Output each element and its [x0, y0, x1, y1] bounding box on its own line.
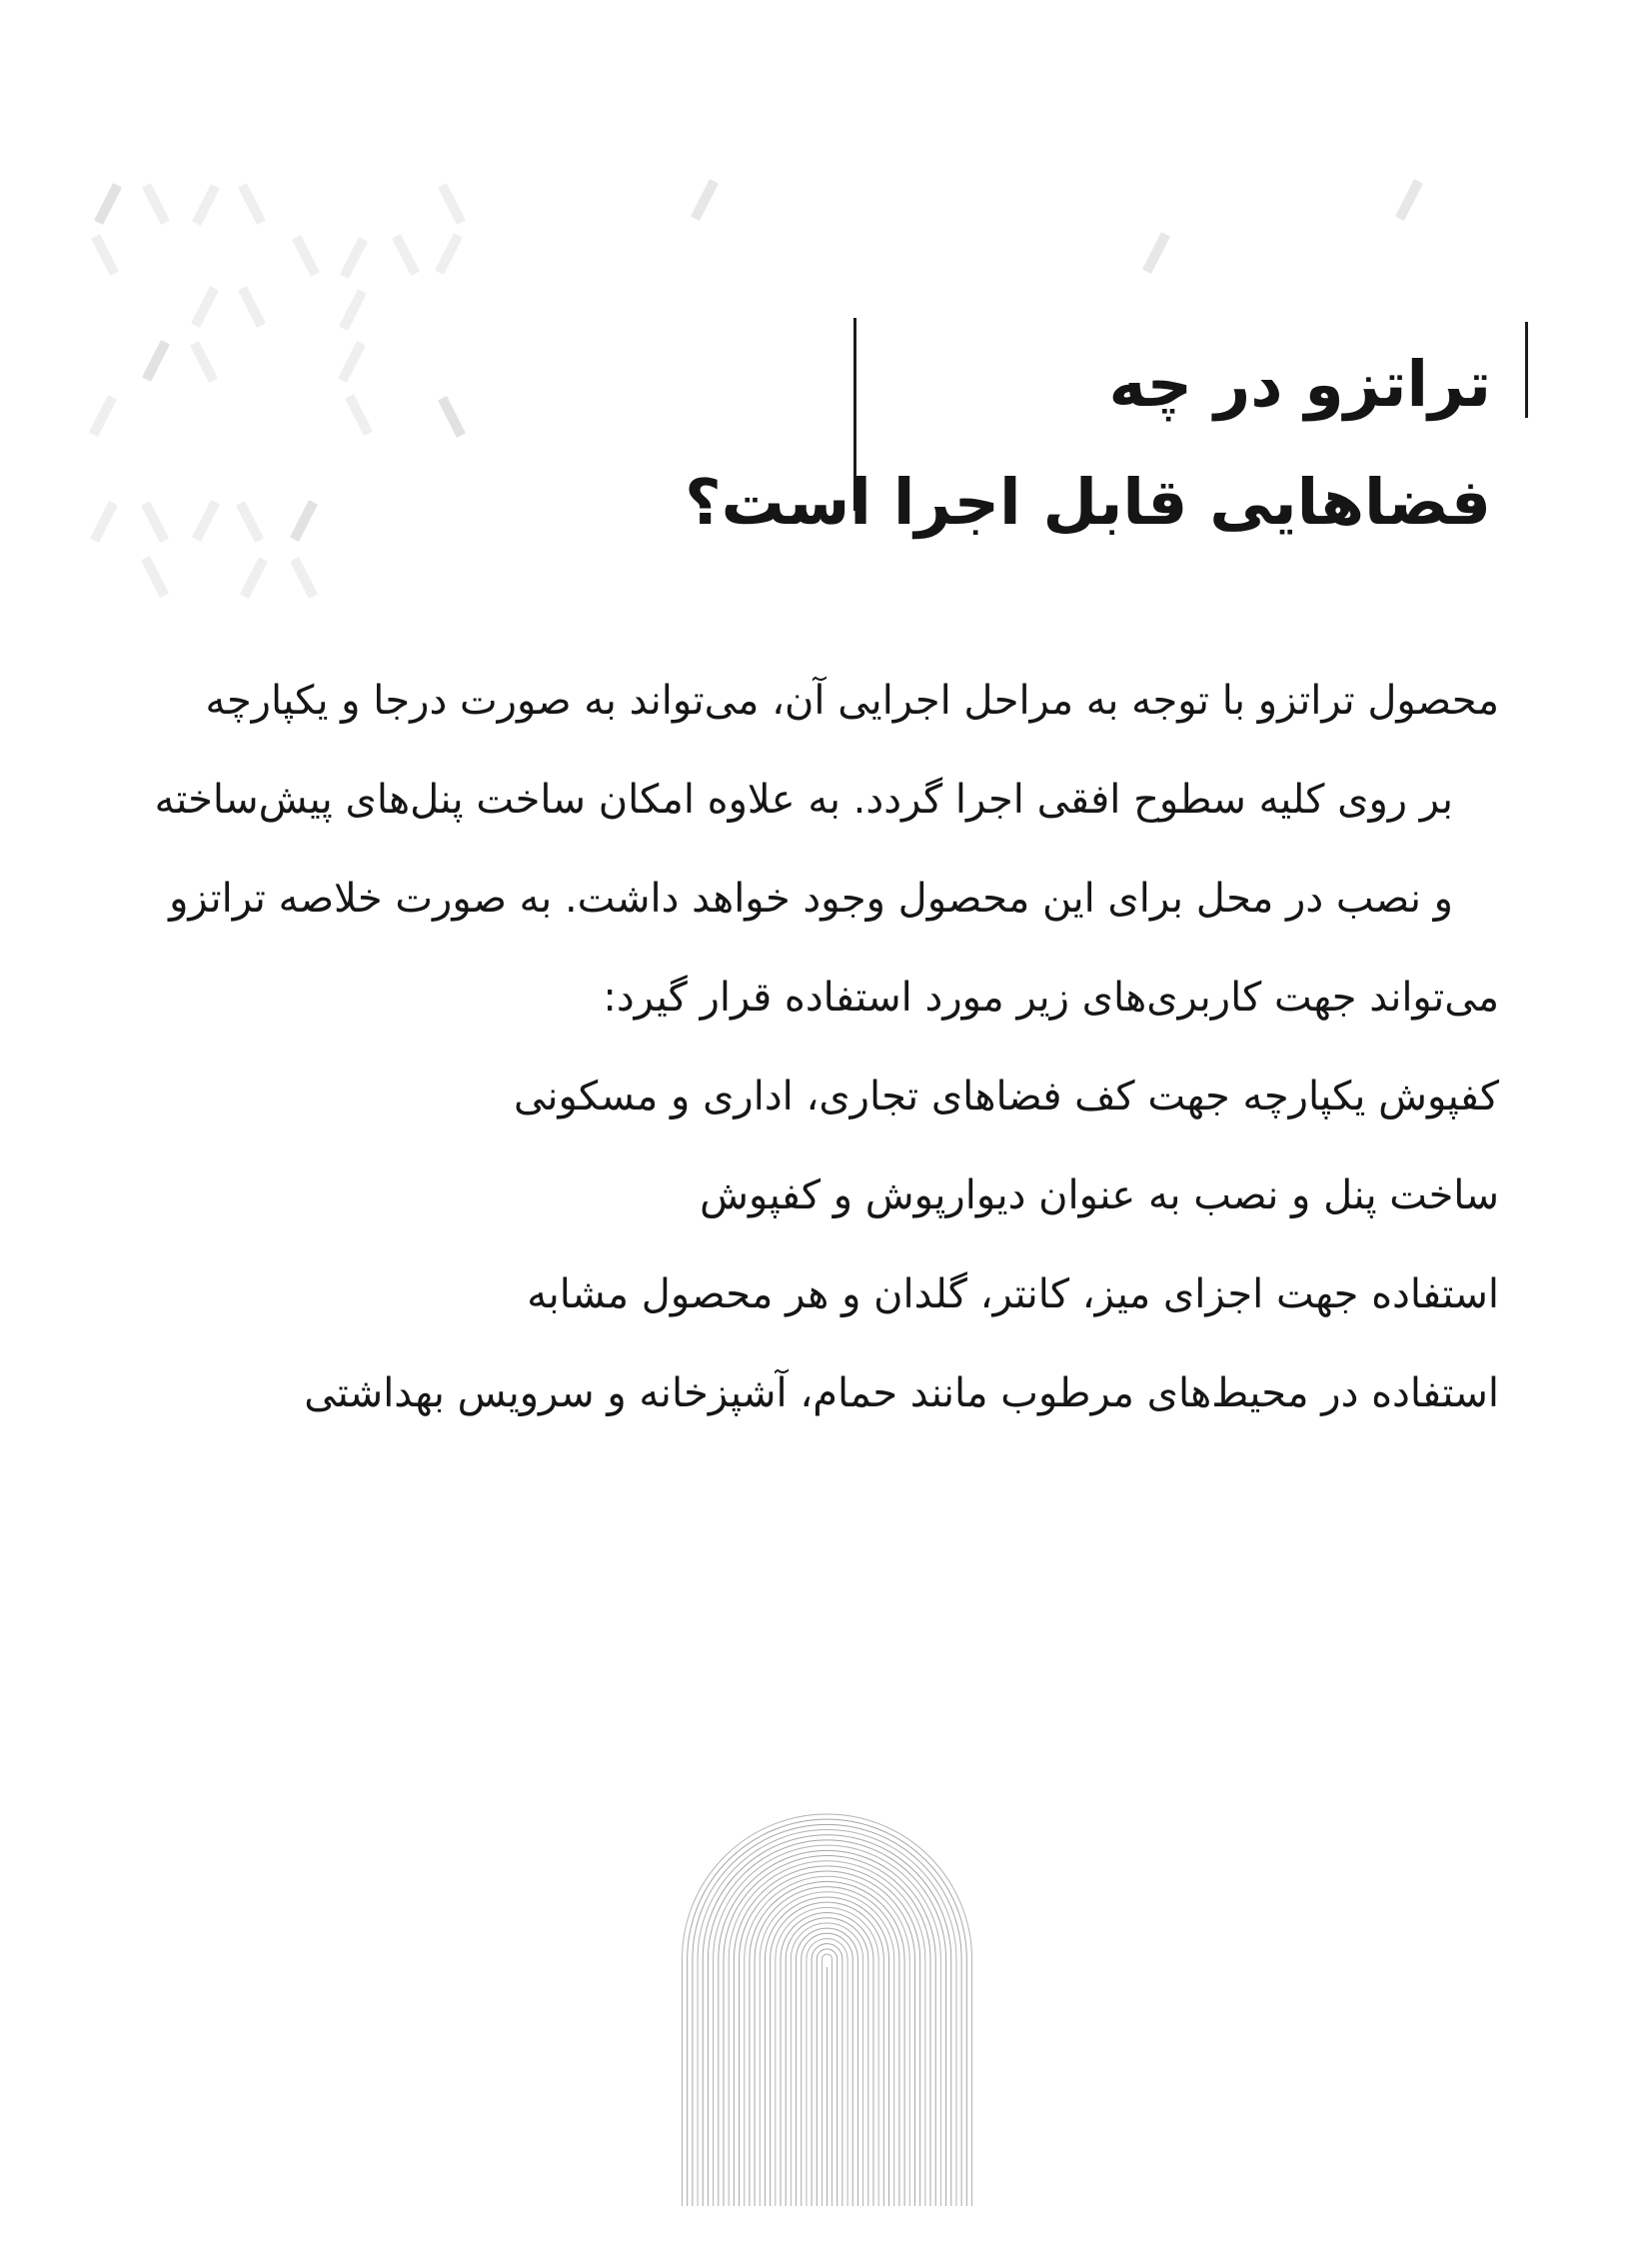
slash-decoration	[1395, 179, 1423, 221]
slash-decoration	[340, 237, 368, 279]
slash-decoration	[236, 501, 264, 543]
slash-decoration	[89, 395, 117, 437]
paragraph-line: استفاده در محیط‌های مرطوب مانند حمام، آشپزخانه و سرویس بهداشتی	[304, 1370, 1499, 1416]
slash-decoration	[290, 500, 318, 542]
slash-decoration	[90, 501, 118, 543]
slash-decoration	[438, 183, 466, 225]
paragraph-line: و نصب در محل برای این محصول وجود خواهد داشت. به صورت خلاصه تراتزو	[169, 876, 1453, 922]
slash-decoration	[392, 234, 420, 276]
slash-decoration	[142, 340, 170, 382]
slash-decoration	[192, 500, 220, 542]
slash-decoration	[191, 286, 219, 328]
slash-decoration	[1142, 232, 1170, 274]
slash-decoration	[91, 234, 119, 276]
slash-decoration	[435, 233, 463, 275]
body-paragraph	[140, 652, 1499, 1443]
heading-accent-bar-right	[1525, 322, 1528, 418]
slash-decoration	[290, 557, 318, 599]
page-title	[685, 326, 1491, 562]
slash-decoration	[438, 396, 466, 438]
slash-decoration	[240, 557, 268, 599]
slash-decoration	[141, 556, 169, 598]
slash-decoration	[338, 341, 366, 383]
paragraph-line: کفپوش یکپارچه جهت کف فضاهای تجاری، اداری و مسکونی	[514, 1074, 1499, 1120]
slash-decoration	[292, 235, 320, 277]
slash-decoration	[345, 394, 373, 436]
paragraph-line: می‌تواند جهت کاربری‌های زیر مورد استفاده قرار گیرد:	[603, 975, 1499, 1021]
slash-decoration	[94, 183, 122, 225]
slash-decoration	[238, 286, 266, 328]
page-title-line2: فضاهایی قابل اجرا است؟	[685, 466, 1491, 539]
paragraph-line: بر روی کلیه سطوح افقی اجرا گردد. به علاوه امکان ساخت پنل‌های پیش‌ساخته	[154, 777, 1453, 823]
slash-decoration	[192, 184, 220, 226]
slash-decoration	[142, 183, 170, 225]
slash-decoration	[238, 183, 266, 225]
slash-decoration	[190, 341, 218, 383]
paragraph-line: استفاده جهت اجزای میز، کانتر، گلدان و هر محصول مشابه	[527, 1271, 1499, 1317]
page-title-line1: تراتزو در چه	[1108, 348, 1491, 421]
slash-decoration	[141, 501, 169, 543]
slash-decoration	[691, 179, 719, 221]
paragraph-line: ساخت پنل و نصب به عنوان دیوارپوش و کفپوش	[700, 1172, 1499, 1218]
slash-decoration	[339, 289, 367, 331]
paragraph-line: محصول تراتزو با توجه به مراحل اجرایی آن، می‌تواند به صورت درجا و یکپارچه	[205, 678, 1499, 724]
